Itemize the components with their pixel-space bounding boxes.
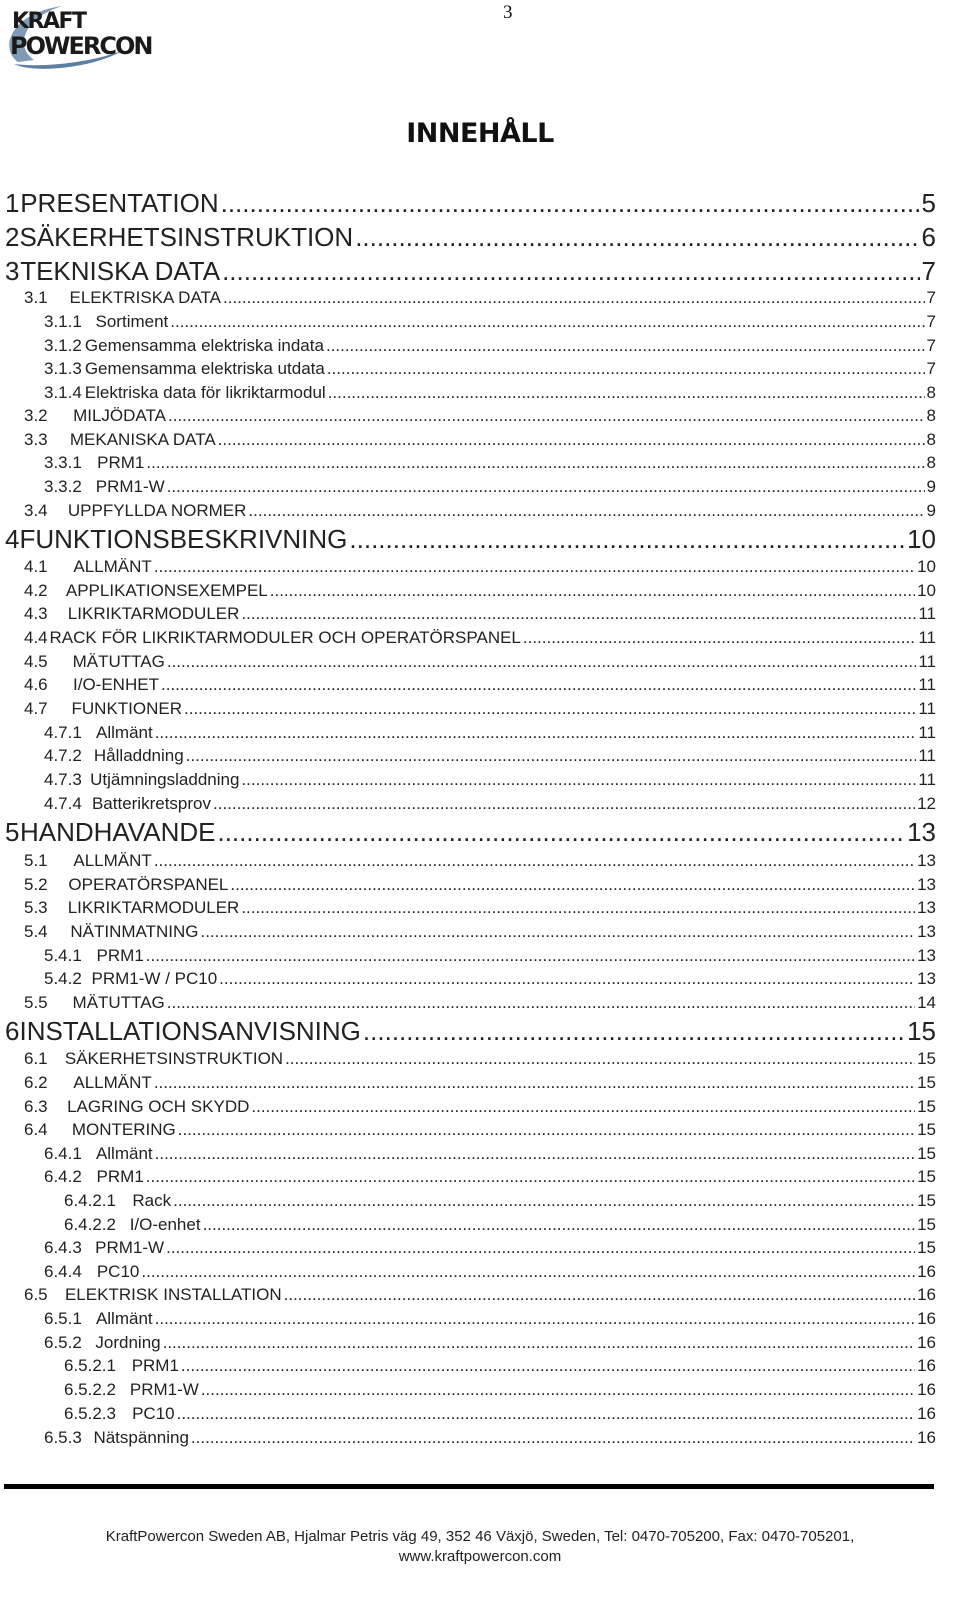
toc-entry[interactable]: [24, 628, 936, 650]
toc-leader-dots: [146, 453, 924, 473]
toc-entry[interactable]: [64, 1380, 936, 1402]
toc-entry-page: 16: [917, 1333, 936, 1352]
toc-entry-title: MEKANISKA DATA: [69, 430, 216, 449]
toc-entry-title: PC10: [132, 1404, 175, 1423]
toc-leader-dots: [154, 557, 915, 577]
toc-entry-title: TEKNISKA DATA: [20, 256, 221, 286]
toc-entry-page: 13: [917, 969, 936, 988]
toc-leader-dots: [241, 770, 916, 790]
toc-entry-number: 3.1.3: [44, 359, 82, 378]
toc-leader-dots: [201, 1380, 915, 1400]
toc-entry[interactable]: [24, 557, 936, 579]
toc-entry-number: 6.4: [24, 1120, 48, 1139]
toc-entry[interactable]: [44, 1333, 936, 1355]
toc-leader-dots: [326, 336, 925, 356]
toc-entry-page: 10: [917, 557, 936, 576]
footer-address: KraftPowercon Sweden AB, Hjalmar Petris väg 49, 352 46 Växjö, Sweden, Tel: 0470-705200, Fax: 0470-705201,: [105, 1528, 855, 1545]
toc-entry-number: 4.7.3: [44, 770, 82, 789]
toc-entry-page: 11: [918, 628, 936, 647]
toc-entry-title: ALLMÄNT: [73, 1073, 152, 1092]
toc-leader-dots: [221, 188, 920, 219]
toc-entry-page: 8: [926, 406, 936, 425]
toc-leader-dots: [167, 993, 915, 1013]
toc-entry-page: 11: [918, 604, 936, 623]
toc-entry-page: 11: [918, 723, 936, 742]
toc-entry-number: 5.4: [24, 922, 48, 941]
toc-leader-dots: [218, 430, 925, 450]
toc-entry-title: LIKRIKTARMODULER: [67, 898, 240, 917]
toc-leader-dots: [155, 1144, 915, 1164]
toc-entry-number: 4.7.2: [44, 746, 82, 765]
toc-entry-title: PRESENTATION: [20, 188, 219, 218]
toc-leader-dots: [155, 1309, 915, 1329]
toc-entry-title: I/O-enhet: [129, 1215, 201, 1234]
toc-entry-number: 3.3.1: [44, 453, 82, 472]
toc-entry[interactable]: [24, 581, 936, 603]
toc-entry[interactable]: [44, 1309, 936, 1331]
toc-leader-dots: [285, 1049, 915, 1069]
toc-entry[interactable]: [44, 453, 936, 475]
toc-entry-title: PRM1-W / PC10: [91, 969, 218, 988]
toc-entry[interactable]: [64, 1404, 936, 1426]
toc-entry-number: 3: [5, 256, 20, 286]
toc-leader-dots: [241, 898, 915, 918]
toc-entry-number: 4.7.1: [44, 723, 82, 742]
toc-entry-number: 6.5.2.3: [64, 1404, 116, 1423]
toc-leader-dots: [154, 851, 915, 871]
toc-entry[interactable]: [44, 359, 936, 381]
toc-entry-page: 15: [917, 1073, 936, 1092]
toc-entry-page: 16: [917, 1356, 936, 1375]
toc-leader-dots: [200, 922, 915, 942]
toc-entry-page: 16: [917, 1380, 936, 1399]
toc-entry-title: PRM1: [97, 453, 145, 472]
toc-entry-title: APPLIKATIONSEXEMPEL: [65, 581, 268, 600]
toc-entry-page: 9: [926, 501, 936, 520]
toc-entry[interactable]: [24, 898, 936, 920]
toc-entry-page: 11: [918, 675, 936, 694]
toc-entry-number: 6.4.4: [44, 1262, 82, 1281]
toc-leader-dots: [177, 1404, 915, 1424]
toc-entry-title: MÄTUTTAG: [72, 993, 165, 1012]
toc-leader-dots: [166, 1238, 915, 1258]
toc-entry[interactable]: [44, 723, 936, 745]
toc-leader-dots: [223, 288, 925, 308]
toc-leader-dots: [363, 1016, 905, 1047]
toc-entry-page: 15: [917, 1049, 936, 1068]
toc-entry-title: MILJÖDATA: [73, 406, 166, 425]
toc-leader-dots: [203, 1215, 916, 1235]
toc-leader-dots: [184, 699, 916, 719]
toc-entry-number: 4.3: [24, 604, 48, 623]
footer: [0, 1527, 960, 1567]
toc-entry-page: 13: [917, 922, 936, 941]
toc-entry[interactable]: [24, 1073, 936, 1095]
toc-entry[interactable]: [24, 922, 936, 944]
toc-leader-dots: [241, 604, 916, 624]
toc-entry[interactable]: [44, 336, 936, 358]
toc-leader-dots: [523, 628, 916, 648]
toc-leader-dots: [248, 501, 924, 521]
toc-leader-dots: [213, 794, 915, 814]
toc-entry-number: 3.1.2: [44, 336, 82, 355]
toc-entry-title: PRM1-W: [129, 1380, 199, 1399]
toc-leader-dots: [173, 1191, 915, 1211]
toc-entry-page: 15: [917, 1120, 936, 1139]
toc-entry-number: 6.3: [24, 1097, 48, 1116]
logo-line1: KRAFT: [12, 9, 86, 34]
toc-entry-number: 3.3.2: [44, 477, 82, 496]
toc-entry-title: LAGRING OCH SKYDD: [67, 1097, 250, 1116]
toc-entry[interactable]: [44, 1262, 936, 1284]
toc-entry-title: I/O-ENHET: [73, 675, 159, 694]
toc-leader-dots: [161, 675, 916, 695]
toc-leader-dots: [167, 477, 925, 497]
toc-entry-number: 6.1: [24, 1049, 48, 1068]
toc-entry-number: 4.1: [24, 557, 48, 576]
toc-entry[interactable]: [64, 1215, 936, 1237]
toc-entry-title: Allmänt: [95, 1309, 153, 1328]
toc-entry-page: 15: [917, 1097, 936, 1116]
toc-entry[interactable]: [5, 524, 936, 556]
toc-entry-page: 6: [921, 222, 936, 252]
toc-entry[interactable]: [24, 993, 936, 1015]
toc-entry-number: 6: [5, 1016, 20, 1046]
toc-entry-title: PRM1-W: [95, 477, 165, 496]
toc-entry-number: 6.4.1: [44, 1144, 82, 1163]
toc-entry-title: PRM1: [96, 946, 144, 965]
toc-entry[interactable]: [24, 604, 936, 626]
toc-entry-page: 13: [907, 817, 936, 847]
toc-leader-dots: [251, 1097, 915, 1117]
toc-entry[interactable]: [24, 652, 936, 674]
toc-entry-number: 6.4.2.1: [64, 1191, 116, 1210]
toc-leader-dots: [155, 723, 917, 743]
toc-entry-page: 7: [926, 288, 936, 307]
toc-entry-page: 16: [917, 1285, 936, 1304]
toc-entry-title: LIKRIKTARMODULER: [67, 604, 240, 623]
toc-entry-title: Elektriska data för likriktarmodul: [84, 383, 326, 402]
toc-entry[interactable]: [44, 1144, 936, 1166]
toc-entry-title: NÄTINMATNING: [70, 922, 199, 941]
toc-entry[interactable]: [5, 256, 936, 288]
toc-entry-page: 14: [917, 993, 936, 1012]
toc-leader-dots: [170, 312, 924, 332]
toc-entry-number: 6.5.2: [44, 1333, 82, 1352]
toc-entry-title: MONTERING: [71, 1120, 176, 1139]
toc-entry-page: 7: [926, 359, 936, 378]
toc-entry[interactable]: [44, 1238, 936, 1260]
toc-entry-title: Jordning: [95, 1333, 161, 1352]
toc-entry-page: 7: [926, 336, 936, 355]
toc-leader-dots: [168, 406, 925, 426]
toc-entry[interactable]: [5, 817, 936, 849]
toc-entry-page: 11: [918, 746, 936, 765]
toc-entry[interactable]: [24, 1097, 936, 1119]
toc-entry[interactable]: [24, 406, 936, 428]
toc-entry[interactable]: [44, 312, 936, 334]
toc-entry[interactable]: [5, 1016, 936, 1048]
toc-entry[interactable]: [64, 1191, 936, 1213]
toc-entry-title: FUNKTIONSBESKRIVNING: [19, 524, 348, 554]
page-title: INNEHÅLL: [406, 118, 554, 149]
toc-entry-page: 16: [917, 1262, 936, 1281]
toc-entry-number: 4.7.4: [44, 794, 82, 813]
toc-entry[interactable]: [44, 383, 936, 405]
toc-leader-dots: [328, 383, 925, 403]
toc-entry-number: 5.2: [24, 875, 48, 894]
toc-entry-page: 9: [926, 477, 936, 496]
footer-divider: [4, 1484, 934, 1489]
toc-entry[interactable]: [44, 477, 936, 499]
toc-entry-title: OPERATÖRSPANEL: [68, 875, 229, 894]
toc-entry-number: 6.5.3: [44, 1428, 82, 1447]
toc-entry-title: Rack: [132, 1191, 172, 1210]
toc-entry-number: 6.2: [24, 1073, 48, 1092]
toc-entry-page: 7: [921, 256, 936, 286]
toc-entry-page: 15: [917, 1215, 936, 1234]
toc-entry-page: 5: [921, 188, 936, 218]
toc-entry-page: 13: [917, 946, 936, 965]
toc-entry[interactable]: [44, 1428, 936, 1450]
kraftpowercon-logo: [4, 2, 172, 72]
toc-leader-dots: [219, 969, 915, 989]
toc-entry-title: HANDHAVANDE: [19, 817, 216, 847]
toc-entry-page: 15: [917, 1167, 936, 1186]
toc-entry[interactable]: [24, 875, 936, 897]
toc-entry-page: 15: [917, 1191, 936, 1210]
toc-entry-page: 10: [917, 581, 936, 600]
toc-entry-number: 6.4.2: [44, 1167, 82, 1186]
toc-entry-title: ELEKTRISKA DATA: [69, 288, 221, 307]
toc-entry-title: INSTALLATIONSANVISNING: [19, 1016, 361, 1046]
toc-entry-number: 2: [5, 222, 20, 252]
toc-entry-page: 11: [918, 652, 936, 671]
toc-entry-page: 7: [926, 312, 936, 331]
toc-entry[interactable]: [24, 501, 936, 523]
toc-entry-number: 6.5.2.1: [64, 1356, 116, 1375]
toc-entry-title: Nätspänning: [93, 1428, 189, 1447]
toc-entry-number: 3.1: [24, 288, 48, 307]
toc-leader-dots: [154, 1073, 915, 1093]
toc-entry-title: SÄKERHETSINSTRUKTION: [19, 222, 354, 252]
toc-entry-number: 4.5: [24, 652, 48, 671]
toc-entry-number: 5: [5, 817, 20, 847]
toc-leader-dots: [178, 1120, 915, 1140]
toc-entry[interactable]: [44, 770, 936, 792]
toc-leader-dots: [217, 817, 905, 848]
toc-entry-page: 10: [907, 524, 936, 554]
footer-website: www.kraftpowercon.com: [398, 1548, 562, 1565]
toc-leader-dots: [230, 875, 915, 895]
page-number: 3: [503, 2, 513, 23]
toc-entry-number: 6.5.2.2: [64, 1380, 116, 1399]
toc-entry-title: Gemensamma elektriska utdata: [84, 359, 325, 378]
toc-leader-dots: [270, 581, 915, 601]
toc-entry-page: 16: [917, 1428, 936, 1447]
toc-entry[interactable]: [44, 969, 936, 991]
toc-entry-page: 15: [917, 1144, 936, 1163]
toc-entry[interactable]: [24, 1285, 936, 1307]
toc-entry-number: 1: [5, 188, 20, 218]
toc-entry-title: Allmänt: [96, 723, 153, 742]
toc-leader-dots: [349, 524, 905, 555]
toc-leader-dots: [355, 222, 919, 253]
toc-entry-number: 5.4.1: [44, 946, 82, 965]
toc-leader-dots: [141, 1262, 915, 1282]
toc-entry[interactable]: [44, 946, 936, 968]
toc-entry-title: Batterikretsprov: [91, 794, 211, 813]
toc-leader-dots: [191, 1428, 915, 1448]
toc-leader-dots: [186, 746, 917, 766]
toc-entry[interactable]: [44, 746, 936, 768]
toc-leader-dots: [146, 1167, 915, 1187]
toc-entry[interactable]: [44, 1167, 936, 1189]
toc-entry[interactable]: [24, 1049, 936, 1071]
toc-entry-number: 6.4.3: [44, 1238, 82, 1257]
toc-leader-dots: [146, 946, 915, 966]
toc-entry[interactable]: [5, 188, 936, 220]
toc-entry-number: 5.1: [24, 851, 48, 870]
toc-entry-page: 16: [917, 1404, 936, 1423]
toc-leader-dots: [284, 1285, 915, 1305]
toc-leader-dots: [222, 256, 919, 287]
toc-entry[interactable]: [24, 288, 936, 310]
toc-entry-number: 4.4: [24, 628, 48, 647]
toc-entry-page: 12: [917, 794, 936, 813]
toc-entry-number: 4: [5, 524, 20, 554]
toc-entry-page: 11: [918, 699, 936, 718]
toc-entry-number: 5.4.2: [44, 969, 82, 988]
toc-entry-number: 6.5: [24, 1285, 48, 1304]
toc-entry-number: 5.5: [24, 993, 48, 1012]
toc-entry-number: 3.1.4: [44, 383, 82, 402]
toc-leader-dots: [327, 359, 925, 379]
toc-entry-title: ALLMÄNT: [73, 851, 152, 870]
toc-entry[interactable]: [24, 699, 936, 721]
toc-entry-title: RACK FÖR LIKRIKTARMODULER OCH OPERATÖRSPANEL: [49, 628, 521, 647]
toc-entry-number: 6.5.1: [44, 1309, 82, 1328]
toc-entry[interactable]: [5, 222, 936, 254]
toc-entry-title: PRM1: [131, 1356, 179, 1375]
toc-entry-title: MÄTUTTAG: [72, 652, 165, 671]
toc-entry-number: 3.3: [24, 430, 48, 449]
toc-entry[interactable]: [24, 430, 936, 452]
toc-entry-page: 8: [926, 430, 936, 449]
toc-entry[interactable]: [44, 794, 936, 816]
toc-entry-title: SÄKERHETSINSTRUKTION: [64, 1049, 284, 1068]
toc-leader-dots: [167, 652, 916, 672]
toc-entry-title: Utjämningsladdning: [90, 770, 240, 789]
toc-entry-page: 13: [917, 851, 936, 870]
toc-entry-page: 16: [917, 1309, 936, 1328]
toc-entry-page: 8: [926, 383, 936, 402]
toc-entry-page: 11: [918, 770, 936, 789]
toc-entry-number: 4.6: [24, 675, 48, 694]
toc-entry[interactable]: [24, 675, 936, 697]
toc-entry-title: PC10: [96, 1262, 140, 1281]
toc-entry-page: 13: [917, 898, 936, 917]
toc-entry-title: FUNKTIONER: [71, 699, 183, 718]
toc-entry-number: 6.4.2.2: [64, 1215, 116, 1234]
toc-entry[interactable]: [24, 1120, 936, 1142]
toc-entry-page: 13: [917, 875, 936, 894]
toc-entry-number: 4.7: [24, 699, 48, 718]
toc-entry-number: 4.2: [24, 581, 48, 600]
toc-entry[interactable]: [24, 851, 936, 873]
logo-line2: POWERCON: [10, 32, 152, 60]
toc-entry-title: Hålladdning: [93, 746, 184, 765]
toc-entry-page: 15: [907, 1016, 936, 1046]
toc-entry-title: PRM1: [96, 1167, 144, 1186]
toc-entry-title: Sortiment: [95, 312, 169, 331]
toc-entry-page: 15: [917, 1238, 936, 1257]
toc-entry-title: UPPFYLLDA NORMER: [67, 501, 247, 520]
toc-entry-number: 3.1.1: [44, 312, 82, 331]
toc-entry-title: Gemensamma elektriska indata: [84, 336, 324, 355]
toc-entry-number: 3.4: [24, 501, 48, 520]
toc-entry-title: Allmänt: [95, 1144, 153, 1163]
toc-leader-dots: [163, 1333, 915, 1353]
toc-entry-number: 5.3: [24, 898, 48, 917]
toc-entry-title: ELEKTRISK INSTALLATION: [64, 1285, 282, 1304]
toc-leader-dots: [181, 1356, 915, 1376]
toc-entry-number: 3.2: [24, 406, 48, 425]
toc-entry[interactable]: [64, 1356, 936, 1378]
toc-entry-title: ALLMÄNT: [73, 557, 152, 576]
toc-entry-title: PRM1-W: [95, 1238, 165, 1257]
toc-entry-page: 8: [926, 453, 936, 472]
